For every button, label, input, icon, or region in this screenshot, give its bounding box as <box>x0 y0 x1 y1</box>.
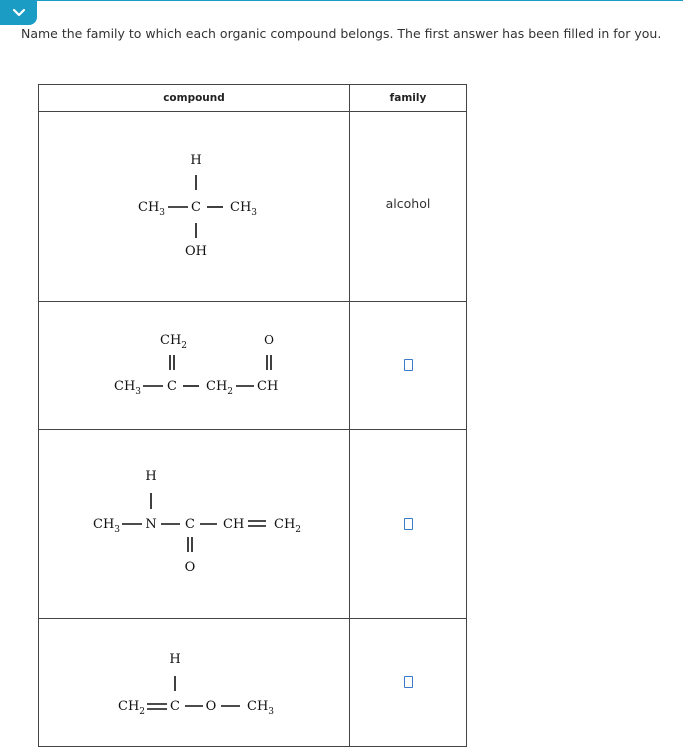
collapse-toggle-button[interactable] <box>0 0 37 25</box>
atom-ch3: $CH_3$ <box>247 699 275 717</box>
family-answer-input-3[interactable] <box>404 518 413 530</box>
family-cell-3 <box>350 430 467 619</box>
column-header-family: family <box>350 85 467 112</box>
atom-ch: CH <box>223 517 245 532</box>
atom-ch2: $CH_2$ <box>274 517 302 535</box>
atom-ch: CH <box>257 379 279 394</box>
family-answer-input-2[interactable] <box>404 359 413 371</box>
question-instruction: Name the family to which each organic compound belongs. The first answer has been filled in for you. <box>21 26 662 41</box>
atom-ch2-top: $CH_2$ <box>160 333 188 351</box>
atom-ch3: $CH_3$ <box>114 379 142 397</box>
atom-o: O <box>184 560 196 575</box>
family-cell-1 <box>350 112 467 302</box>
family-cell-2 <box>350 302 467 430</box>
table-header-row <box>39 85 467 112</box>
atom-c: C <box>170 699 180 714</box>
atom-o-top: O <box>264 333 274 347</box>
top-accent-line <box>0 0 683 1</box>
alcohol-structure-diagram <box>39 112 349 297</box>
compound-structure-3 <box>39 430 350 619</box>
ether-structure-diagram <box>39 619 349 742</box>
family-cell-4 <box>350 619 467 747</box>
table-row <box>39 302 467 430</box>
family-answer-filled: alcohol <box>385 196 431 211</box>
answer-table <box>38 84 467 747</box>
atom-o: O <box>205 699 217 714</box>
atom-c: C <box>185 517 195 532</box>
table-row <box>39 619 467 747</box>
atom-c: C <box>191 200 201 215</box>
atom-ch3: $CH_3$ <box>93 517 121 535</box>
table-row <box>39 112 467 302</box>
atom-ch2: $CH_2$ <box>118 699 146 717</box>
atom-h: H <box>169 652 181 667</box>
column-header-compound: compound <box>39 85 350 112</box>
table-row <box>39 430 467 619</box>
compound-structure-1 <box>39 112 350 302</box>
atom-ch3-right: $CH_3$ <box>230 200 258 218</box>
atom-oh: OH <box>185 244 207 259</box>
chevron-down-icon <box>12 8 26 18</box>
atom-n: N <box>145 517 157 532</box>
compound-structure-2 <box>39 302 350 430</box>
atom-h: H <box>190 153 202 168</box>
family-answer-input-4[interactable] <box>404 676 413 688</box>
amide-structure-diagram <box>39 430 349 614</box>
compound-structure-4 <box>39 619 350 747</box>
unsaturated-aldehyde-structure-diagram <box>39 302 349 425</box>
atom-ch3-left: $CH_3$ <box>138 200 166 218</box>
atom-h: H <box>145 469 157 484</box>
atom-ch2-mid: $CH_2$ <box>206 379 234 397</box>
atom-c: C <box>167 379 177 394</box>
